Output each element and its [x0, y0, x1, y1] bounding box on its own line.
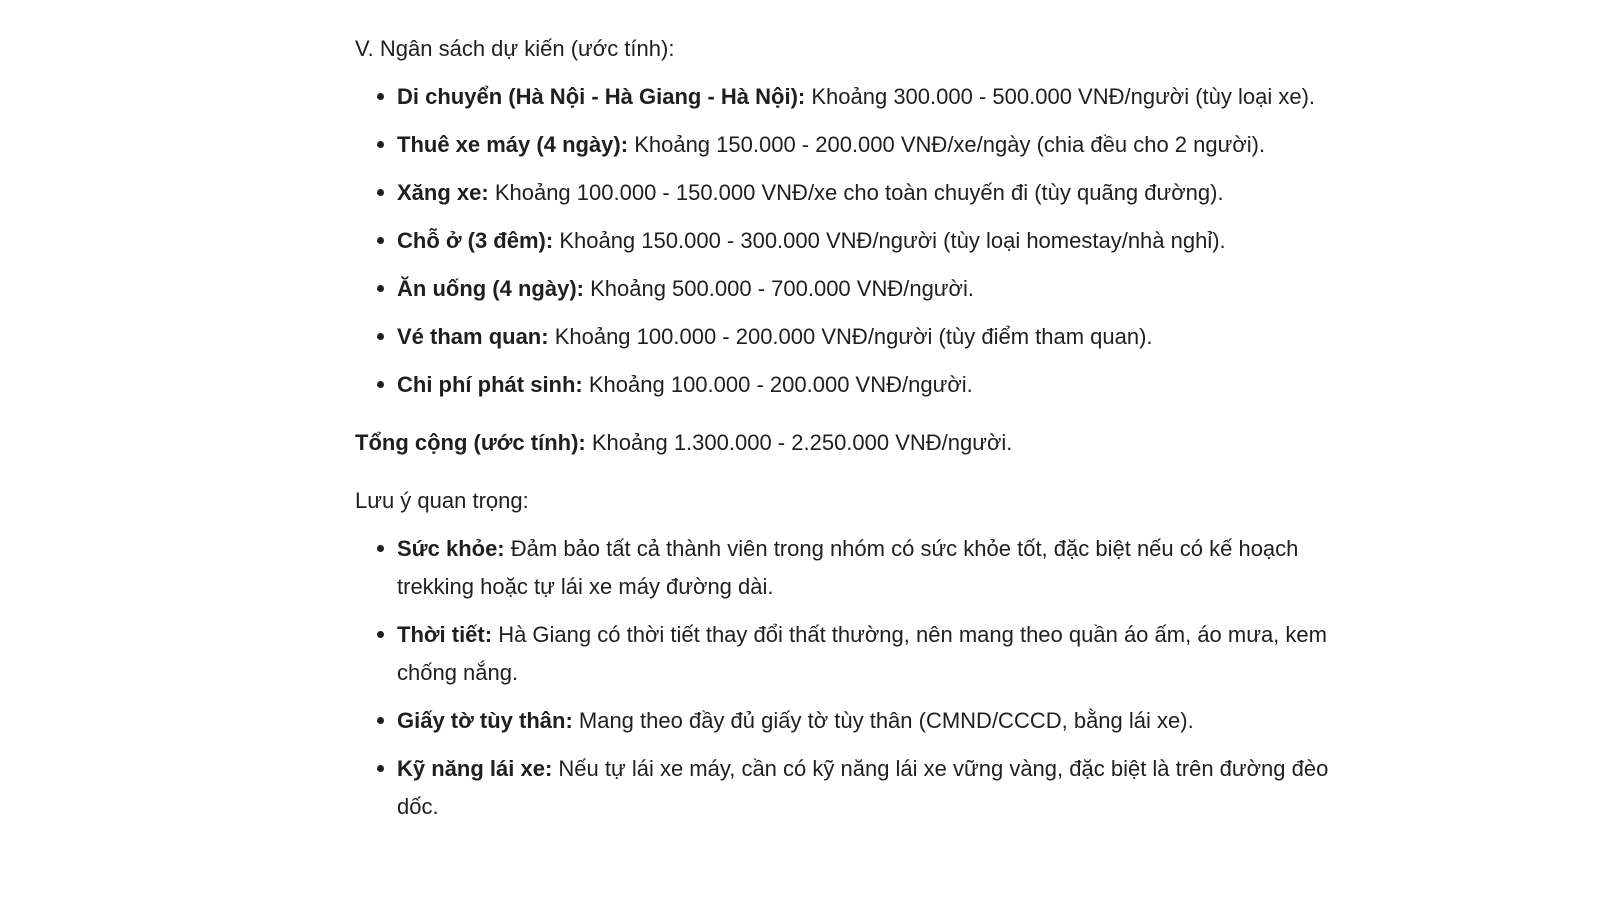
- list-item: [355, 366, 1335, 404]
- item-text: Khoảng 300.000 - 500.000 VNĐ/người (tùy loại xe).: [805, 84, 1316, 109]
- list-item: [355, 174, 1335, 212]
- bullet-icon: [377, 765, 384, 772]
- list-item: [355, 270, 1335, 308]
- bullet-icon: [377, 93, 384, 100]
- item-label: Ăn uống (4 ngày):: [397, 276, 584, 301]
- item-label: Giấy tờ tùy thân:: [397, 708, 573, 733]
- item-label: Thuê xe máy (4 ngày):: [397, 132, 629, 157]
- list-item: [355, 750, 1335, 826]
- item-label: Vé tham quan:: [397, 324, 549, 349]
- item-label: Thời tiết:: [397, 622, 493, 647]
- item-text: Hà Giang có thời tiết thay đổi thất thường, nên mang theo quần áo ấm, áo mưa, kem chống nắng.: [397, 622, 1327, 685]
- item-label: Sức khỏe:: [397, 536, 505, 561]
- bullet-icon: [377, 285, 384, 292]
- list-item: [355, 78, 1335, 116]
- item-text: Khoảng 100.000 - 200.000 VNĐ/người (tùy điểm tham quan).: [548, 324, 1153, 349]
- bullet-icon: [377, 631, 384, 638]
- item-text: Khoảng 100.000 - 150.000 VNĐ/xe cho toàn chuyến đi (tùy quãng đường).: [488, 180, 1224, 205]
- item-text: Đảm bảo tất cả thành viên trong nhóm có sức khỏe tốt, đặc biệt nếu có kế hoạch trekking hoặc tự lái xe máy đường dài.: [397, 536, 1299, 599]
- total-label: Tổng cộng (ước tính):: [355, 430, 586, 455]
- bullet-icon: [377, 545, 384, 552]
- item-text: Khoảng 100.000 - 200.000 VNĐ/người.: [582, 372, 973, 397]
- bullet-icon: [377, 381, 384, 388]
- item-text: Nếu tự lái xe máy, cần có kỹ năng lái xe vững vàng, đặc biệt là trên đường đèo dốc.: [397, 756, 1329, 819]
- item-label: Chỗ ở (3 đêm):: [397, 228, 554, 253]
- total-text: Khoảng 1.300.000 - 2.250.000 VNĐ/người.: [585, 430, 1013, 455]
- document-content: [355, 30, 1335, 826]
- bullet-icon: [377, 237, 384, 244]
- list-item: [355, 616, 1335, 692]
- item-text: Khoảng 150.000 - 300.000 VNĐ/người (tùy loại homestay/nhà nghỉ).: [553, 228, 1226, 253]
- notes-list: [355, 530, 1335, 826]
- bullet-icon: [377, 141, 384, 148]
- notes-section-title: Lưu ý quan trọng:: [355, 488, 529, 513]
- item-label: Chi phí phát sinh:: [397, 372, 583, 397]
- bullet-icon: [377, 189, 384, 196]
- item-text: Khoảng 500.000 - 700.000 VNĐ/người.: [583, 276, 974, 301]
- item-label: Kỹ năng lái xe:: [397, 756, 553, 781]
- bullet-icon: [377, 717, 384, 724]
- item-label: Xăng xe:: [397, 180, 489, 205]
- budget-section-title: V. Ngân sách dự kiến (ước tính):: [355, 36, 675, 61]
- list-item: [355, 126, 1335, 164]
- bullet-icon: [377, 333, 384, 340]
- list-item: [355, 530, 1335, 606]
- item-text: Khoảng 150.000 - 200.000 VNĐ/xe/ngày (chia đều cho 2 người).: [628, 132, 1266, 157]
- list-item: [355, 222, 1335, 260]
- item-label: Di chuyển (Hà Nội - Hà Giang - Hà Nội):: [397, 84, 806, 109]
- item-text: Mang theo đầy đủ giấy tờ tùy thân (CMND/CCCD, bằng lái xe).: [572, 708, 1194, 733]
- list-item: [355, 702, 1335, 740]
- total-estimate: [355, 424, 1335, 462]
- list-item: [355, 318, 1335, 356]
- budget-list: [355, 78, 1335, 404]
